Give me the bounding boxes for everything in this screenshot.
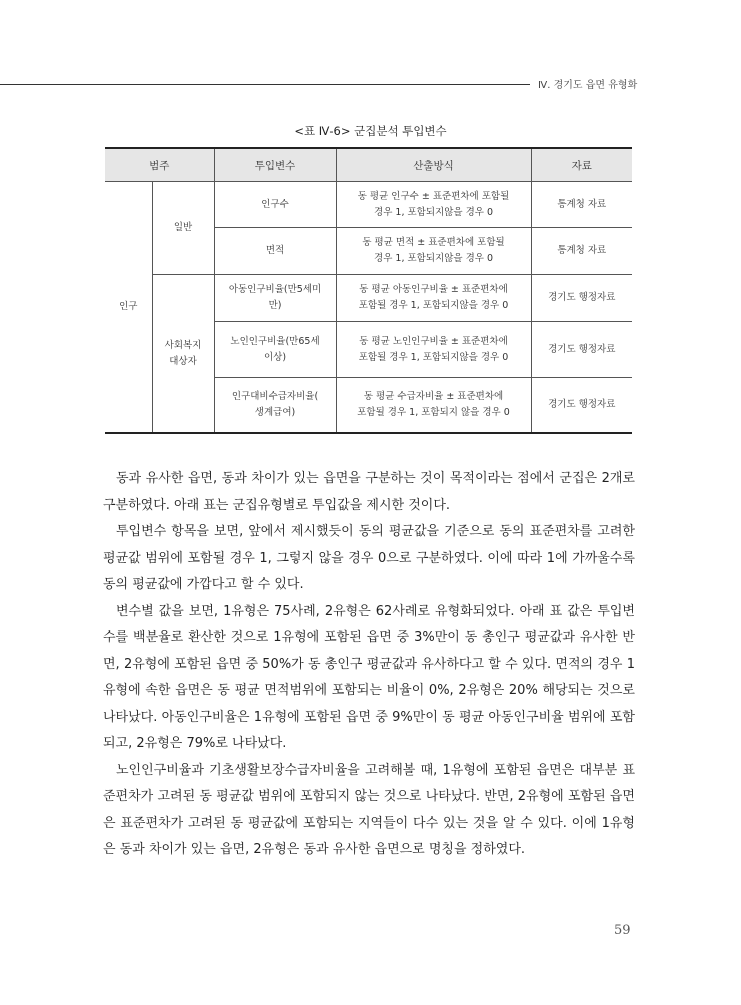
method-cell: 동 평균 수급자비율 ± 표준편차에 포함될 경우 1, 포함되지 않을 경우 0 [336,378,531,434]
table-header-row [105,148,632,182]
cluster-input-variables-table [105,147,632,434]
category-population: 인구 [105,182,152,434]
paragraph: 노인인구비율과 기초생활보장수급자비율을 고려해볼 때, 1유형에 포함된 읍면은 대부분 표준편차가 고려된 동 평균값 범위에 포함되지 않는 것으로 나타났다. 반면, 2유형에 포함된 읍면은 표준편차가 고려된 동 평균값에 포함되는 지역들이 다수 있는 것을 알 수 있다. 이에 1유형은 동과 차이가 있는 읍면, 2유형은 동과 유사한 읍면으로 명칭을 정하였다. [103,762,635,857]
source-cell: 경기도 행정자료 [531,275,632,322]
method-cell: 동 평균 면적 ± 표준편차에 포함될 경우 1, 포함되지않을 경우 0 [336,228,531,275]
table-caption: <표 Ⅳ-6> 군집분석 투입변수 [294,124,447,138]
page-number: 59 [614,923,631,938]
method-cell: 동 평균 아동인구비율 ± 표준편차에 포함될 경우 1, 포함되지않을 경우 0 [336,275,531,322]
source-cell: 경기도 행정자료 [531,378,632,434]
running-header-title: Ⅳ. 경기도 읍면 유형화 [538,80,638,91]
variable-cell: 아동인구비율(만5세미 만) [214,275,336,322]
header-variable: 투입변수 [214,148,336,182]
source-cell: 통계청 자료 [531,228,632,275]
method-cell: 동 평균 인구수 ± 표준편차에 포함될 경우 1, 포함되지않을 경우 0 [336,182,531,228]
method-cell: 동 평균 노인인구비율 ± 표준편차에 포함될 경우 1, 포함되지않을 경우 0 [336,322,531,378]
header-method: 산출방식 [336,148,531,182]
group-welfare: 사회복지 대상자 [152,275,214,434]
paragraph: 동과 유사한 읍면, 동과 차이가 있는 읍면을 구분하는 것이 목적이라는 점에서 군집은 2개로 구분하였다. 아래 표는 군집유형별로 투입값을 제시한 것이다. [103,471,635,513]
variable-cell: 노인인구비율(만65세 이상) [214,322,336,378]
table-row [105,182,632,228]
body-text [103,466,635,864]
table-row [105,275,632,322]
variable-cell: 면적 [214,228,336,275]
header-source: 자료 [531,148,632,182]
source-cell: 통계청 자료 [531,182,632,228]
source-cell: 경기도 행정자료 [531,322,632,378]
variable-cell: 인구대비수급자비율( 생계급여) [214,378,336,434]
header-rule [0,84,530,85]
group-general: 일반 [152,182,214,275]
variable-cell: 인구수 [214,182,336,228]
paragraph: 변수별 값을 보면, 1유형은 75사례, 2유형은 62사례로 유형화되었다. 아래 표 값은 투입변수를 백분율로 환산한 것으로 1유형에 포함된 읍면 중 3%만이 동 총인구 평균값과 유사한 반면, 2유형에 포함된 읍면 중 50%가 동 총인구 평균값과 유사하다고 할 수 있다. 면적의 경우 1유형에 속한 읍면은 동 평균 면적범위에 포함되는 비율이 0%, 2유형은 20% 해당되는 것으로 나타났다. 아동인구비율은 1유형에 포함된 읍면 중 9%만이 동 평균 아동인구비율 범위에 포함되고, 2유형은 79%로 나타났다. [103,603,635,751]
header-category: 범주 [105,148,214,182]
paragraph: 투입변수 항목을 보면, 앞에서 제시했듯이 동의 평균값을 기준으로 동의 표준편차를 고려한 평균값 범위에 포함될 경우 1, 그렇지 않을 경우 0으로 구분하였다. 이에 따라 1에 가까울수록 동의 평균값에 가깝다고 할 수 있다. [103,524,635,592]
